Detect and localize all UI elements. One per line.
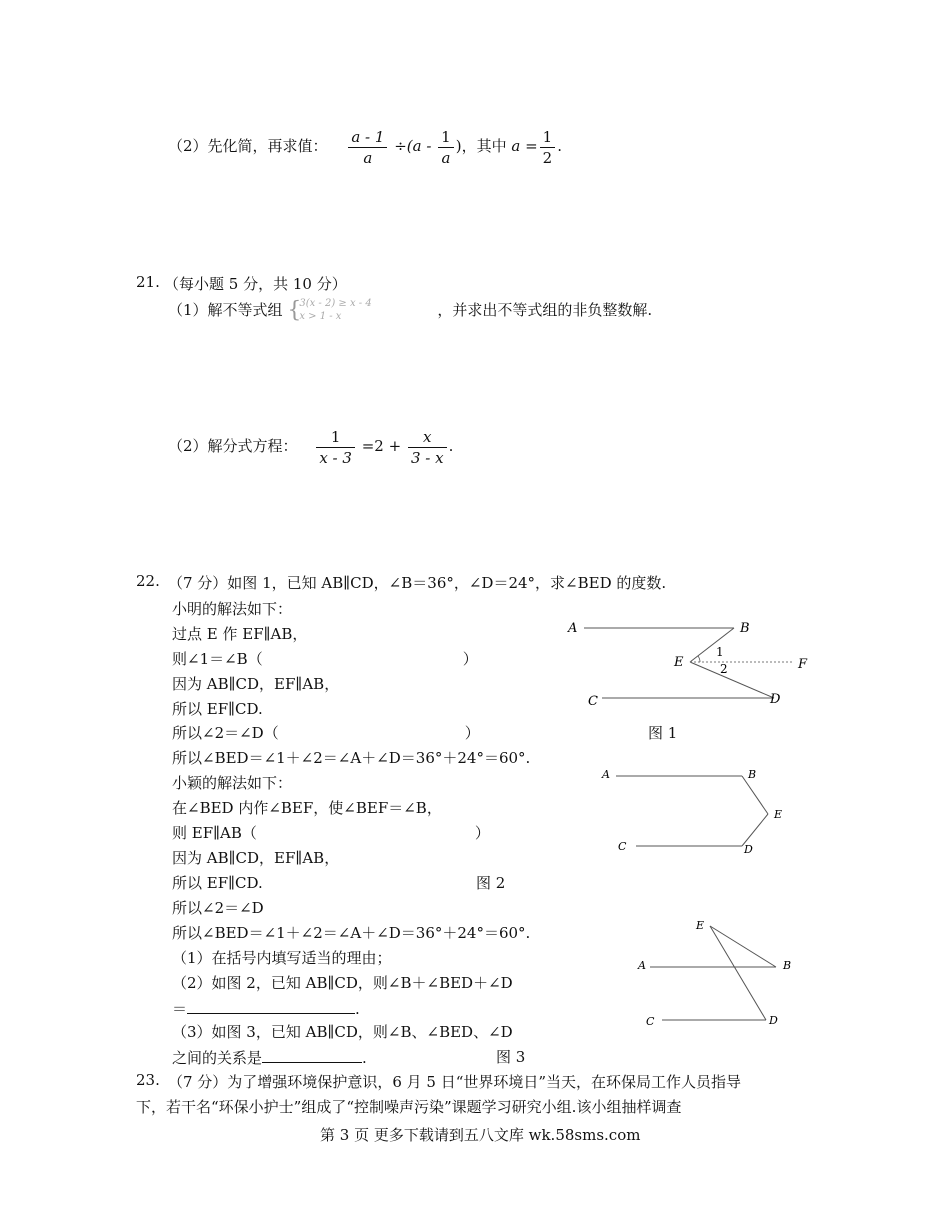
fig1-line-ed <box>690 662 774 698</box>
fig3-caption: 图 3 <box>496 1048 526 1066</box>
page-footer: 第 3 页 更多下载请到五八文库 wk.58sms.com <box>320 1126 641 1144</box>
fig3-line-eb <box>710 926 776 967</box>
fig1-angle-arc <box>698 656 700 662</box>
fig1-label-b: B <box>740 621 750 636</box>
fig2-label-e: E <box>774 808 783 821</box>
fig1-line-be <box>690 628 734 662</box>
q22-line-19-wrap <box>172 1046 367 1068</box>
fig3-label-d: D <box>769 1014 778 1027</box>
q20-divide-open: ÷(a - <box>394 137 437 155</box>
q22-line-7: 所以∠BED＝∠1＋∠2＝∠A＋∠D＝36°＋24°＝60°. <box>172 749 531 767</box>
q21-header: （每小题 5 分，共 10 分） <box>164 275 347 293</box>
fig1-label-angle1: 1 <box>716 645 724 659</box>
q21-fraction-2 <box>408 427 447 468</box>
q22-line-19-period: . <box>362 1049 367 1067</box>
fig2-line-be <box>742 776 768 814</box>
q21-part1 <box>168 298 652 324</box>
q22-line-4: 因为 AB∥CD，EF∥AB， <box>172 675 340 693</box>
q20-fraction-2 <box>438 127 454 168</box>
q23-line-1: （7 分）为了增强环境保护意识，6 月 5 日“世界环境日”当天，在环保局工作人员指导 <box>168 1073 742 1091</box>
q22-line-6-close: ） <box>464 724 480 742</box>
q20-where-text: ，其中 <box>461 137 507 155</box>
q21-frac1-numerator: 1 <box>316 427 355 448</box>
q22-answer-blank-3[interactable] <box>262 1046 362 1063</box>
figure-3 <box>632 914 812 1038</box>
q21-equals: =2 + <box>361 437 402 455</box>
q20-fraction-1 <box>348 127 387 168</box>
q22-line-19: 之间的关系是 <box>172 1049 263 1067</box>
q22-line-3: 则∠1＝∠B（ <box>172 650 263 668</box>
fig3-label-c: C <box>646 1015 655 1028</box>
fig1-label-e: E <box>674 655 684 670</box>
q22-line-16: （2）如图 2，已知 AB∥CD，则∠B＋∠BED＋∠D <box>172 974 513 992</box>
q23-number: 23. <box>136 1071 160 1089</box>
fig2-label-d: D <box>744 843 753 856</box>
fig1-label-f: F <box>798 657 808 672</box>
fig3-label-a: A <box>638 959 646 972</box>
q22-line-17-wrap <box>172 997 360 1019</box>
figure-3-svg <box>632 914 812 1034</box>
q22-number: 22. <box>136 572 160 590</box>
q22-line-13: 所以∠2＝∠D <box>172 899 264 917</box>
fig2-label-b: B <box>748 768 757 781</box>
q21-ineq-line1: 3(x - 2) ≥ x - 4 <box>299 298 372 309</box>
q21-inequality-system: { 3(x - 2) ≥ x - 4 x > 1 - x <box>287 298 372 323</box>
q21-frac2-numerator: x <box>408 427 447 448</box>
q20-frac2-numerator: 1 <box>438 127 454 148</box>
fig2-caption: 图 2 <box>476 874 506 892</box>
fig3-line-ed <box>710 926 766 1020</box>
q20-a-equals: a = <box>511 137 538 155</box>
fig1-label-c: C <box>588 694 598 709</box>
figure-1 <box>560 612 820 716</box>
q21-part2 <box>168 424 453 468</box>
q21-frac1-denominator: x - 3 <box>319 448 352 467</box>
q22-line-0: （7 分）如图 1，已知 AB∥CD，∠B＝36°，∠D＝24°，求∠BED 的度数. <box>168 574 667 592</box>
q20-frac2-denominator: a <box>441 148 451 167</box>
q22-line-8: 小颖的解法如下： <box>172 774 293 792</box>
q21-frac2-denominator: 3 - x <box>410 448 444 467</box>
q20-fraction-3 <box>540 127 556 168</box>
q22-line-14: 所以∠BED＝∠1＋∠2＝∠A＋∠D＝36°＋24°＝60°. <box>172 924 531 942</box>
fig2-label-c: C <box>618 840 627 853</box>
q20-part2 <box>168 124 562 168</box>
q22-line-5: 所以 EF∥CD. <box>172 700 263 718</box>
fig1-label-a: A <box>568 621 578 636</box>
fig2-label-a: A <box>602 768 610 781</box>
q22-answer-blank-2[interactable] <box>187 997 355 1014</box>
fig2-line-ed <box>742 814 768 846</box>
figure-2-svg <box>596 762 796 862</box>
q21-number: 21. <box>136 273 160 291</box>
q21-part1-tail: ，并求出不等式组的非负整数解. <box>437 301 653 319</box>
fig3-label-b: B <box>783 959 792 972</box>
fig3-label-e: E <box>696 919 705 932</box>
q21-part1-label: （1）解不等式组 <box>168 301 283 319</box>
q22-line-6: 所以∠2＝∠D（ <box>172 724 279 742</box>
q22-line-11: 因为 AB∥CD，EF∥AB， <box>172 849 340 867</box>
q22-line-6-wrap <box>172 722 480 743</box>
q22-line-17-period: . <box>355 1000 360 1018</box>
q22-line-10-wrap <box>172 822 490 843</box>
q22-line-10-close: ） <box>474 824 490 842</box>
q22-line-10: 则 EF∥AB（ <box>172 824 257 842</box>
q23-line-2: 下，若干名“环保小护士”组成了“控制噪声污染”课题学习研究小组.该小组抽样调查 <box>136 1098 682 1116</box>
q22-line-2: 过点 E 作 EF∥AB， <box>172 625 308 643</box>
q20-frac1-denominator: a <box>363 148 373 167</box>
q21-period: . <box>448 437 454 455</box>
q20-period: . <box>557 137 562 155</box>
figure-2 <box>596 762 796 866</box>
q20-close-paren: ) <box>455 137 462 155</box>
q21-ineq-line2: x > 1 - x <box>299 311 342 322</box>
q22-line-12: 所以 EF∥CD. <box>172 874 263 892</box>
q20-frac3-denominator: 2 <box>542 148 553 167</box>
q20-frac3-numerator: 1 <box>540 127 556 148</box>
fig1-label-angle2: 2 <box>720 662 728 676</box>
q21-fraction-1 <box>316 427 355 468</box>
fig1-caption: 图 1 <box>648 724 678 742</box>
q22-line-3-close: ） <box>462 650 478 668</box>
q22-line-3-wrap <box>172 648 478 669</box>
q22-line-1: 小明的解法如下： <box>172 600 293 618</box>
q22-line-9: 在∠BED 内作∠BEF，使∠BEF＝∠B， <box>172 799 442 817</box>
q22-line-15: （1）在括号内填写适当的理由； <box>172 949 392 967</box>
q21-part2-label: （2）解分式方程： <box>168 437 298 455</box>
q20-part2-label: （2）先化简，再求值： <box>168 137 328 155</box>
fig1-label-d: D <box>770 692 781 707</box>
q22-line-17: ＝ <box>172 1000 188 1018</box>
figure-1-svg <box>560 612 820 712</box>
q20-frac1-numerator: a - 1 <box>348 127 387 148</box>
q22-line-18: （3）如图 3，已知 AB∥CD，则∠B、∠BED、∠D <box>172 1023 513 1041</box>
